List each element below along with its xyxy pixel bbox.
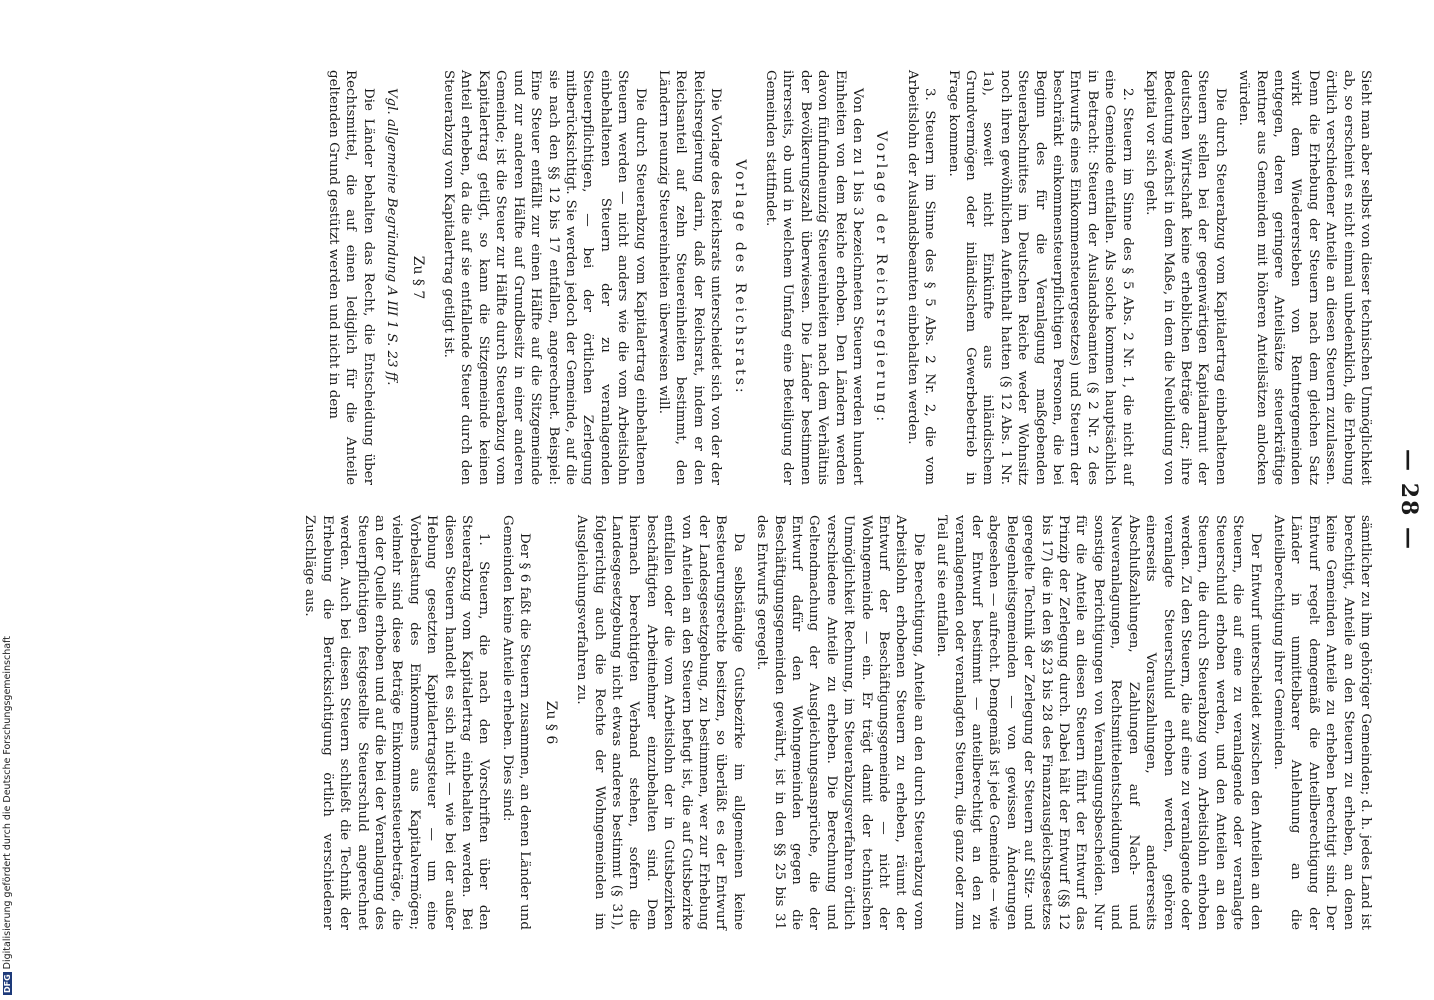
- paragraph: Da selbständige Gutsbezirke im allgemeinen keine Besteuerungsrechte besitzen, so überläßt es der Entwurf der Landesgesetzgebung, zu bestimmen, wer zur Erhebung von Anteilen an den Steuern befugt ist, die auf Gutsbezirke entfallen oder die vom Arbeitslohn der in Gutsbezirken beschäftigten Arbeitnehmer einzubehalten sind. Dem hiernach berechtigten Verband stehen, sofern die Landesgesetzgebung nicht etwas anderes bestimmt (§ 31), folgerichtig auch die Rechte der Wohngemeinden im Ausgleichungsverfahren zu.: [574, 515, 746, 930]
- paragraph: Die durch Steuerabzug vom Kapitalertrag einbehaltenen Steuern werden — nicht anders wie die vom Arbeitslohn einbehaltenen Steuern der zu veranlagenden Steuerpflichtigen, — bei der örtlichen Zerlegung mitberücksichtigt. Sie werden jedoch der Gemeinde, auf die sie nach den §§ 12 bis 17 entfallen, angerechnet. Beispiel: Eine Steuer entfällt zur einen Hälfte auf die Sitzgemeinde und zur anderen Hälfte auf Grundbesitz in einer anderen Gemeinde; ist die Steuer zur Hälfte durch Steuerabzug vom Kapitalertrag getilgt, so kann die Sitzgemeinde keinen Anteil erheben, da die auf sie entfallende Steuer durch den Steuerabzug vom Kapitalertrag getilgt ist.: [441, 70, 648, 485]
- paragraph: 3. Steuern im Sinne des § 5 Abs. 2 Nr. 2, die vom Arbeitslohn der Auslandsbeamten einbehalten werden.: [904, 70, 938, 485]
- paragraph: Die Berechtigung, Anteile an den durch Steuerabzug vom Arbeitslohn erhobenen Steuern zu erheben, räumt der Entwurf der Beschäftigungsgemeinde — nicht der Wohngemeinde — ein. Er trägt damit der technischen Unmöglichkeit Rechnung, im Steuerabzugsverfahren örtlich verschiedene Anteile zu erheben. Die Berechnung und Geltendmachung der Ausgleichungsansprüche, die der Entwurf dafür den Wohngemeinden gegen die Beschäftigungsgemeinden gewährt, ist in den §§ 25 bis 31 des Entwurfs geregelt.: [754, 515, 926, 930]
- right-column: [295, 515, 1374, 930]
- paragraph: sämtlicher zu ihm gehöriger Gemeinden; d. h. jedes Land ist berechtigt, Anteile an den Steuern zu erheben, an denen keine Gemeinden Anteile zu erheben berechtigt sind. Der Entwurf regelt demgemäß die Anteilberechtigung der Länder in unmittelbarer Anlehnung an die Anteilberechtigung ihrer Gemeinden.: [1270, 515, 1373, 930]
- section-heading: Zu § 6: [542, 700, 559, 745]
- paragraph: 2. Steuern im Sinne des § 5 Abs. 2 Nr. 1, die nicht auf eine Gemeinde entfallen. Als solche kommen hauptsächlich in Betracht: Steuern der Auslandsbeamten (§ 2 Nr. 2 des Entwurfs eines Einkommensteuergesetzes) und Steuern der beschränkt einkommensteuerpflichtigen Personen, die bei Beginn des für die Veranlagung maßgebenden Steuerabschnittes im Deutschen Reiche weder Wohnsitz noch ihren gewöhnlichen Aufenthalt hatten (§ 12 Abs. 1 Nr. 1a), soweit nicht Einkünfte aus inländischem Grundvermögen oder inländischem Gewerbebetrieb in Frage kommen.: [945, 70, 1135, 485]
- section-heading: Zu § 7: [409, 255, 426, 300]
- section-heading: Vorlage der Reichsregierung:: [873, 130, 890, 425]
- paragraph: 1. Steuern, die nach den Vorschriften über den Steuerabzug vom Kapitalertrag einbehalten werden. Bei diesen Steuern handelt es sich nicht — wie bei der außer Hebung gesetzten Kapitalertragsteuer — um eine Vorbelastung des Einkommens aus Kapitalvermögen; vielmehr sind diese Beträge Einkommensteuerbeträge, die an der Quelle erhoben und auf die bei der Veranlagung des Steuerpflichtigen festgestellte Steuerschuld angerechnet werden. Auch bei diesen Steuern schließt die Technik der Erhebung die Berücksichtigung örtlich verschiedener Zuschläge aus.: [302, 515, 492, 930]
- left-column: [319, 70, 1374, 485]
- paragraph: Von den zu 1 bis 3 bezeichneten Steuern werden hundert Einheiten von dem Reiche erhoben. Den Ländern werden davon fünfundneunzig Steuereinheiten nach dem Verhältnis der Bevölkerungszahl überwiesen. Die Länder bestimmen ihrerseits, ob und in welchem Umfang eine Beteiligung der Gemeinden stattfindet.: [763, 70, 866, 485]
- page-number: — 28 —: [1396, 449, 1422, 551]
- paragraph: Die Vorlage des Reichsrats unterscheidet sich von der der Reichsregierung darin, daß der Reichsrat, indem er den Reichsanteil auf zehn Steuereinheiten bestimmt, den Ländern neunzig Steuereinheiten überweisen will.: [655, 70, 724, 485]
- dfg-logo: DFG: [3, 974, 12, 993]
- paragraph: Die durch Steuerabzug vom Kapitalertrag einbehaltenen Steuern stellen bei der gegenwärtigen Kapitalarmut der deutschen Wirtschaft keine erheblichen Beträge dar; ihre Bedeutung wächst in dem Maße, in dem die Neubildung von Kapital vor sich geht.: [1143, 70, 1228, 485]
- paragraph: Der Entwurf unterscheidet zwischen den Anteilen an den Steuern, die auf eine zu veranlagende oder veranlagte Steuerschuld erhoben werden, und den Anteilen an den Steuern, die durch Steuerabzug vom Arbeitslohn erhoben werden. Zu den Steuern, die auf eine zu veranlagende oder veranlagte Steuerschuld erhoben werden, gehören einerseits Vorauszahlungen, andererseits Abschlußzahlungen, Zahlungen auf Nach- und Neuveranlagungen, Rechtsmittelentscheidungen und sonstige Berichtigungen von Veranlagungsbescheiden. Nur für die Anteile an diesen Steuern führt der Entwurf das Prinzip der Zerlegung durch. Dabei hält der Entwurf (§§ 12 bis 17) die in den §§ 23 bis 28 des Finanzausgleichsgesetzes geregelte Technik der Zerlegung der Steuern auf Sitz- und Belegenheitsgemeinden — von gewissen Änderungen abgesehen — aufrecht. Demgemäß ist jede Gemeinde — wie der Entwurf bestimmt — anteilberechtigt an den zu veranlagenden oder veranlagten Steuern, die ganz oder zum Teil auf sie entfallen.: [934, 515, 1263, 930]
- paragraph: Die Länder behalten das Recht, die Entscheidung über Rechtsmittel, die auf einen lediglich für die Anteile geltenden Grund gestützt werden und nicht in dem: [326, 70, 376, 485]
- reference-note: Vgl. allgemeine Begründung A III 1 S. 23 ff.: [384, 88, 400, 386]
- section-heading: Vorlage des Reichsrats:: [731, 159, 748, 396]
- credit-text: Digitalisierung gefördert durch die Deutsche Forschungsgemeinschaft: [2, 636, 13, 970]
- paragraph: Sieht man aber selbst von dieser technischen Unmöglichkeit ab, so erscheint es nicht einmal unbedenklich, die Erhebung örtlich verschiedener Anteile an diesen Steuern zuzulassen. Denn die Erhebung der Steuern nach dem gleichen Satz wirkt dem Wiederersteben von Rentnergemeinden entgegen, deren geringere Anteilsätze steuerkräftige Rentner aus Gemeinden mit höheren Anteilsätzen anlocken würden.: [1236, 70, 1373, 485]
- paragraph: Der § 6 faßt die Steuern zusammen, an denen Länder und Gemeinden keine Anteile erheben. Dies sind:: [499, 515, 533, 930]
